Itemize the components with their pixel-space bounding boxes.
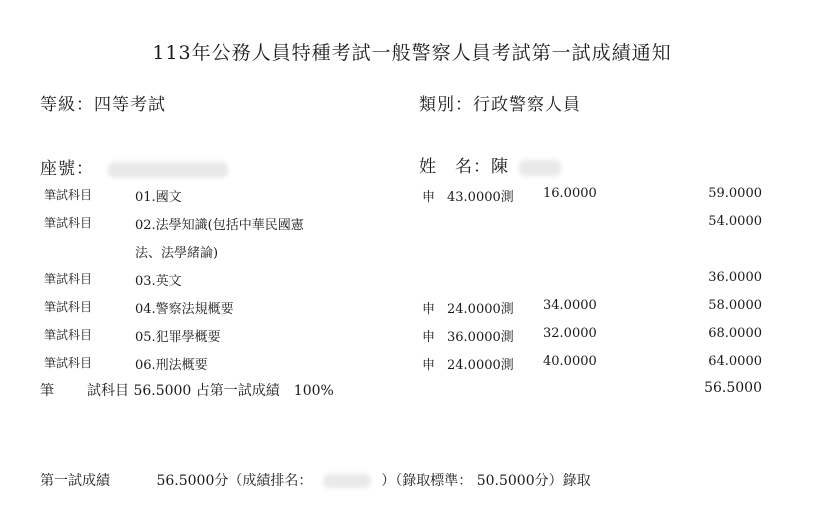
score-part-b: 16.0000 — [543, 186, 597, 201]
subject-name: 02.法學知識(包括中華民國憲 — [135, 218, 304, 233]
score-part-a: 36.0000測 — [447, 330, 514, 345]
seat-label: 座號： — [40, 159, 94, 179]
apply-flag: 申 — [422, 330, 436, 345]
subject-name: 03.英文 — [135, 274, 182, 289]
score-part-b: 32.0000 — [543, 326, 597, 341]
subject-name: 04.警察法規概要 — [135, 302, 234, 317]
score-part-a: 43.0000測 — [447, 190, 514, 205]
score-part-a: 24.0000測 — [447, 302, 514, 317]
subject-name: 05.犯罪學概要 — [135, 330, 221, 345]
summary-prefix: 筆 — [40, 383, 54, 399]
row-label: 筆試科目 — [44, 356, 93, 370]
score-part-b: 40.0000 — [543, 354, 597, 369]
subject-row — [0, 270, 824, 298]
score-part-a: 24.0000測 — [447, 358, 514, 373]
subject-total: 68.0000 — [708, 326, 762, 341]
redacted-seat-number — [108, 162, 228, 178]
subject-row — [0, 214, 824, 270]
subject-row — [0, 186, 824, 214]
subject-name: 06.刑法概要 — [135, 358, 208, 373]
summary-text: 試科目 56.5000 占第一試成績 100% — [87, 383, 334, 399]
exam-category: 類別：行政警察人員 — [419, 95, 581, 115]
candidate-name — [419, 152, 561, 177]
row-label: 筆試科目 — [44, 328, 93, 342]
subject-name: 01.國文 — [135, 190, 182, 205]
subject-total: 59.0000 — [708, 186, 762, 201]
redacted-rank — [323, 474, 371, 488]
redacted-name — [519, 160, 561, 176]
row-label: 筆試科目 — [44, 272, 93, 286]
row-label: 筆試科目 — [44, 188, 93, 202]
grade-level: 等級：四等考試 — [40, 95, 166, 115]
subject-total: 54.0000 — [708, 214, 762, 229]
apply-flag: 申 — [422, 358, 436, 373]
result-score: 56.5000分（成績排名： — [156, 473, 313, 489]
apply-flag: 申 — [422, 302, 436, 317]
subject-row — [0, 326, 824, 354]
summary-row — [0, 380, 824, 408]
result-label: 第一試成績 — [40, 473, 110, 489]
subject-total: 58.0000 — [708, 298, 762, 313]
row-label: 筆試科目 — [44, 300, 93, 314]
first-stage-result — [40, 470, 591, 490]
result-standard: 50.5000分）錄取 — [476, 473, 591, 489]
result-close: ）（錄取標準： — [381, 473, 473, 489]
apply-flag: 申 — [422, 190, 436, 205]
subject-total: 36.0000 — [708, 270, 762, 285]
row-label: 筆試科目 — [44, 216, 93, 230]
subject-total: 64.0000 — [708, 354, 762, 369]
seat-number — [40, 154, 228, 179]
page-title: 113年公務人員特種考試一般警察人員考試第一試成績通知 — [152, 42, 672, 64]
score-part-b: 34.0000 — [543, 298, 597, 313]
subject-row — [0, 354, 824, 382]
summary-total: 56.5000 — [704, 380, 762, 396]
subject-row — [0, 298, 824, 326]
subject-name-cont: 法、法學緒論) — [135, 246, 219, 261]
name-label: 姓 名：陳 — [419, 157, 509, 177]
